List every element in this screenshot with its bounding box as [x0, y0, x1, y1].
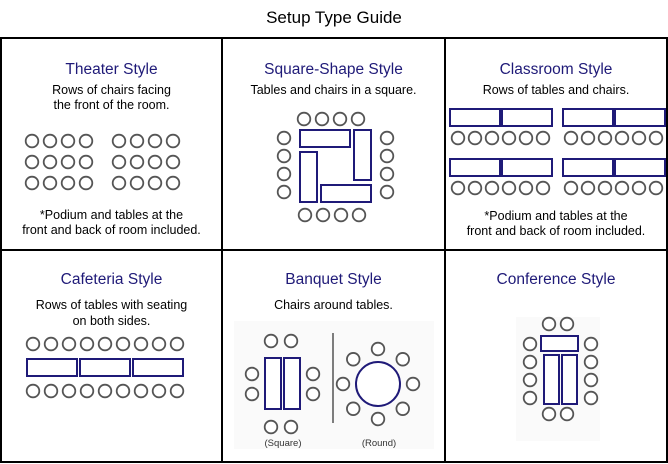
- theater-diagram: [2, 132, 221, 212]
- cafeteria-chair: [27, 338, 40, 351]
- cafeteria-chair: [45, 385, 58, 398]
- classroom-table: [450, 159, 500, 176]
- theater-note-line-2: front and back of room included.: [22, 223, 201, 237]
- theater-chair: [44, 156, 57, 169]
- square-chair: [299, 209, 312, 222]
- banquet-chair: [372, 413, 385, 426]
- banquet-chair: [407, 378, 420, 391]
- square-shape-style-cell: [221, 37, 446, 251]
- banquet-chair: [265, 335, 278, 348]
- cafeteria-diagram: [2, 335, 221, 405]
- classroom-chair: [452, 132, 465, 145]
- square-chair: [352, 113, 365, 126]
- cafeteria-chair: [117, 338, 130, 351]
- banquet-chair: [307, 388, 320, 401]
- cafeteria-style-title: Cafeteria Style: [60, 271, 163, 288]
- banquet-chair: [285, 335, 298, 348]
- classroom-chair: [582, 132, 595, 145]
- banquet-square-table: [284, 358, 300, 409]
- theater-chair: [80, 135, 93, 148]
- classroom-chair: [565, 132, 578, 145]
- banquet-chair: [347, 402, 360, 415]
- cafeteria-chair: [99, 385, 112, 398]
- classroom-chair: [503, 132, 516, 145]
- cafeteria-chair: [135, 338, 148, 351]
- square-chair: [335, 209, 348, 222]
- theater-style-title: Theater Style: [65, 61, 158, 78]
- classroom-chair: [650, 182, 663, 195]
- theater-chair: [167, 135, 180, 148]
- square-chair: [381, 150, 394, 163]
- banquet-chair: [396, 353, 409, 366]
- theater-chair: [131, 156, 144, 169]
- cafeteria-chair: [99, 338, 112, 351]
- classroom-chair: [469, 132, 482, 145]
- classroom-chair: [486, 182, 499, 195]
- cafeteria-chair: [63, 338, 76, 351]
- theater-note-line-1: *Podium and tables at the: [39, 208, 184, 222]
- theater-chair: [113, 156, 126, 169]
- banquet-chair: [347, 353, 360, 366]
- classroom-note-line-1: *Podium and tables at the: [484, 209, 628, 223]
- classroom-chair: [599, 182, 612, 195]
- setup-grid: [0, 37, 668, 463]
- square-table-left: [300, 152, 317, 202]
- theater-chair: [26, 156, 39, 169]
- cafeteria-chair: [63, 385, 76, 398]
- banquet-chair: [246, 368, 259, 381]
- cafeteria-chair: [45, 338, 58, 351]
- theater-chair: [149, 156, 162, 169]
- theater-style-cell: [0, 37, 223, 251]
- classroom-style-title: Classroom Style: [499, 61, 613, 78]
- banquet-chair: [246, 388, 259, 401]
- square-chair: [334, 113, 347, 126]
- conference-chair: [561, 318, 574, 331]
- cafeteria-chair: [153, 338, 166, 351]
- square-chair: [278, 186, 291, 199]
- classroom-table: [615, 109, 665, 126]
- theater-description-line-2: the front of the room.: [53, 98, 170, 112]
- conference-table: [562, 355, 577, 404]
- theater-chair: [26, 135, 39, 148]
- classroom-table: [563, 159, 613, 176]
- theater-chair: [62, 135, 75, 148]
- conference-diagram: [446, 313, 666, 453]
- square-chair: [278, 132, 291, 145]
- cafeteria-table: [27, 359, 77, 376]
- conference-table: [544, 355, 559, 404]
- classroom-chair: [582, 182, 595, 195]
- classroom-chair: [520, 132, 533, 145]
- classroom-chair: [599, 132, 612, 145]
- theater-chair: [80, 177, 93, 190]
- conference-chair: [585, 338, 598, 351]
- conference-chair: [524, 356, 537, 369]
- banquet-style-cell: [221, 249, 446, 463]
- cafeteria-style-cell: [0, 249, 223, 463]
- square-table-bottom: [321, 185, 371, 202]
- banquet-chair: [265, 421, 278, 434]
- square-chair: [278, 150, 291, 163]
- cafeteria-description-line-2: on both sides.: [72, 314, 151, 328]
- cafeteria-chair: [81, 385, 94, 398]
- classroom-chair: [452, 182, 465, 195]
- theater-chair: [149, 135, 162, 148]
- classroom-table: [450, 109, 500, 126]
- conference-chair: [585, 392, 598, 405]
- classroom-chair: [537, 182, 550, 195]
- cafeteria-chair: [171, 338, 184, 351]
- cafeteria-chair: [27, 385, 40, 398]
- theater-chair: [26, 177, 39, 190]
- classroom-chair: [633, 132, 646, 145]
- banquet-description: Chairs around tables.: [274, 298, 393, 312]
- banquet-chair: [396, 402, 409, 415]
- conference-chair: [524, 392, 537, 405]
- classroom-table: [502, 109, 552, 126]
- classroom-table: [563, 109, 613, 126]
- square-table-right: [354, 130, 371, 180]
- theater-chair: [44, 177, 57, 190]
- square-chair: [381, 186, 394, 199]
- classroom-chair: [650, 132, 663, 145]
- theater-chair: [80, 156, 93, 169]
- cafeteria-chair: [135, 385, 148, 398]
- conference-style-title: Conference Style: [496, 271, 616, 288]
- cafeteria-table: [133, 359, 183, 376]
- conference-chair: [561, 408, 574, 421]
- conference-head-table: [541, 336, 578, 351]
- cafeteria-description-line-1: Rows of tables with seating: [35, 298, 188, 312]
- classroom-chair: [503, 182, 516, 195]
- theater-chair: [44, 135, 57, 148]
- classroom-chair: [616, 182, 629, 195]
- square-chair: [316, 113, 329, 126]
- classroom-chair: [520, 182, 533, 195]
- theater-chair: [167, 156, 180, 169]
- theater-chair: [62, 156, 75, 169]
- classroom-table: [615, 159, 665, 176]
- theater-chair: [131, 135, 144, 148]
- conference-chair: [524, 338, 537, 351]
- classroom-style-cell: [444, 37, 668, 251]
- theater-chair: [113, 177, 126, 190]
- theater-chair: [149, 177, 162, 190]
- banquet-chair: [307, 368, 320, 381]
- banquet-caption-square: (Square): [264, 438, 302, 449]
- banquet-square-table: [265, 358, 281, 409]
- square-chair: [278, 168, 291, 181]
- classroom-chair: [565, 182, 578, 195]
- classroom-chair: [616, 132, 629, 145]
- cafeteria-table: [80, 359, 130, 376]
- banquet-chair: [337, 378, 350, 391]
- banquet-round-table: [356, 362, 400, 406]
- square-shape-diagram: [223, 123, 444, 233]
- cafeteria-chair: [81, 338, 94, 351]
- conference-chair: [585, 356, 598, 369]
- square-chair: [353, 209, 366, 222]
- banquet-chair: [372, 343, 385, 356]
- conference-chair: [585, 374, 598, 387]
- theater-description-line-1: Rows of chairs facing: [52, 83, 171, 97]
- classroom-chair: [469, 182, 482, 195]
- square-table-top: [300, 130, 350, 147]
- conference-chair: [524, 374, 537, 387]
- classroom-description: Rows of tables and chairs.: [482, 83, 630, 97]
- classroom-note-line-2: front and back of room included.: [466, 224, 646, 238]
- cafeteria-chair: [117, 385, 130, 398]
- classroom-diagram: [446, 109, 666, 199]
- conference-style-cell: [444, 249, 668, 463]
- banquet-chair: [285, 421, 298, 434]
- square-chair: [298, 113, 311, 126]
- theater-chair: [62, 177, 75, 190]
- classroom-chair: [537, 132, 550, 145]
- square-shape-style-title: Square-Shape Style: [264, 61, 403, 78]
- conference-chair: [543, 408, 556, 421]
- theater-chair: [113, 135, 126, 148]
- cafeteria-chair: [171, 385, 184, 398]
- square-chair: [317, 209, 330, 222]
- classroom-table: [502, 159, 552, 176]
- classroom-chair: [486, 132, 499, 145]
- square-chair: [381, 132, 394, 145]
- square-chair: [381, 168, 394, 181]
- banquet-caption-round: (Round): [361, 438, 397, 449]
- classroom-chair: [633, 182, 646, 195]
- banquet-diagram: [223, 319, 444, 459]
- cafeteria-chair: [153, 385, 166, 398]
- page-title: Setup Type Guide: [266, 8, 402, 27]
- theater-chair: [131, 177, 144, 190]
- square-shape-description: Tables and chairs in a square.: [250, 83, 417, 97]
- banquet-style-title: Banquet Style: [285, 271, 382, 288]
- theater-chair: [167, 177, 180, 190]
- conference-chair: [543, 318, 556, 331]
